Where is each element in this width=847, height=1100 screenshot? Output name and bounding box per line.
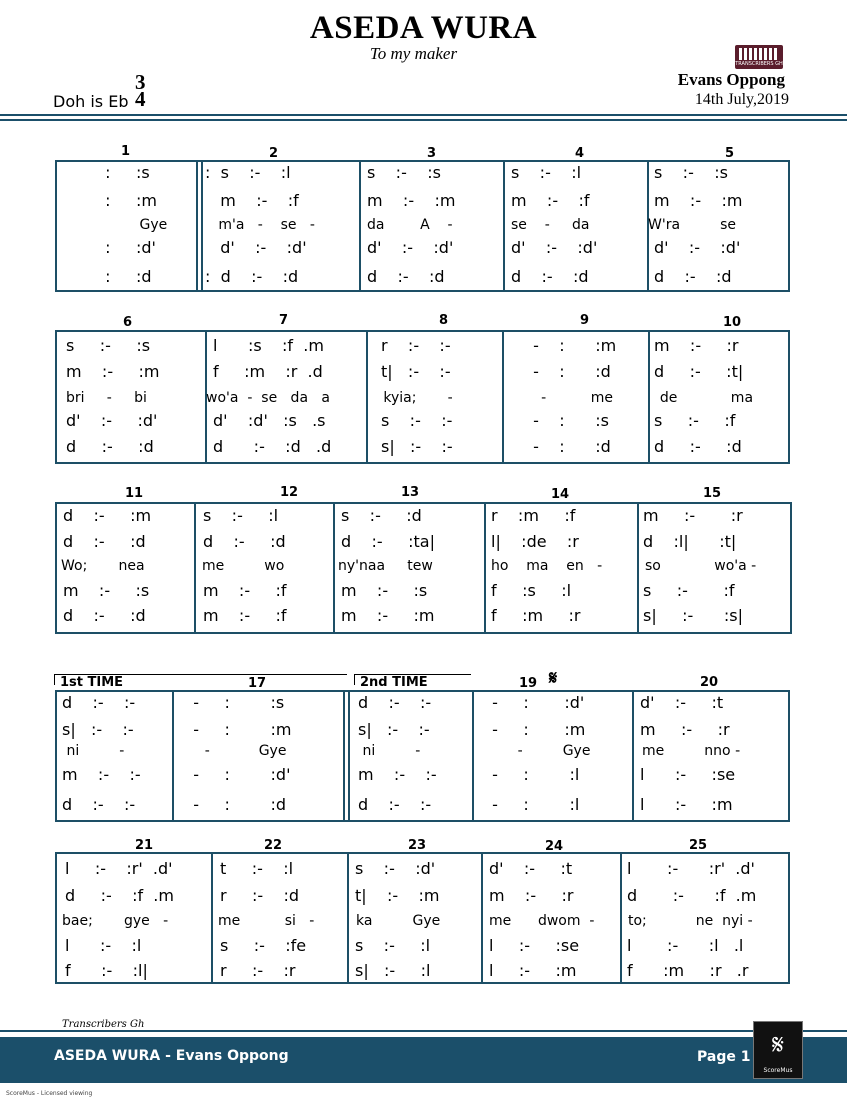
measure-number: 20 — [700, 675, 719, 690]
measure-number: 6 — [123, 315, 133, 330]
solfa-cell: d :- :d — [654, 267, 732, 286]
solfa-cell: s| :- :- — [62, 720, 134, 739]
lyric-cell: me dwom - — [489, 913, 595, 929]
lyric-cell: ny'naa tew — [338, 558, 433, 574]
solfa-cell: d :- :t| — [654, 362, 744, 381]
key-signature: Doh is Eb — [53, 92, 129, 111]
solfa-cell: : :d — [95, 267, 152, 286]
segno-sign: 𝄋 — [549, 667, 558, 689]
barline — [196, 160, 198, 290]
measure-number: 3 — [427, 146, 437, 161]
time-signature — [135, 70, 146, 111]
solfa-cell: f :m :r — [491, 606, 581, 625]
measure-number: 25 — [689, 838, 708, 853]
solfa-cell: - : :l — [482, 765, 580, 784]
solfa-cell: d' :- :d' — [654, 238, 741, 257]
solfa-cell: l :- :r' .d' — [65, 859, 173, 878]
barline — [333, 502, 335, 632]
solfa-cell: d' :- :d' — [367, 238, 454, 257]
barline — [648, 330, 650, 462]
solfa-cell: l :s :f .m — [213, 336, 324, 355]
barline — [359, 160, 361, 290]
page-number: Page 1 — [697, 1049, 751, 1065]
solfa-cell: l :- :m — [489, 961, 577, 980]
solfa-cell: s :- :d — [341, 506, 422, 525]
barline — [503, 160, 505, 290]
solfa-cell: s :- :s — [66, 336, 151, 355]
measure-number: 9 — [580, 313, 590, 328]
solfa-cell: d' :- :d' — [511, 238, 598, 257]
solfa-cell: m :- :m — [341, 606, 435, 625]
time-signature-bottom: 4 — [135, 87, 146, 111]
measure-number: 21 — [135, 838, 154, 853]
barline — [472, 690, 474, 820]
solfa-cell: : :s — [95, 163, 150, 182]
solfa-cell: s| :- :- — [358, 720, 430, 739]
barline — [348, 690, 350, 820]
solfa-cell: f :- :l| — [65, 961, 148, 980]
badge-label: ScoreMus — [763, 1067, 793, 1074]
solfa-cell: f :s :l — [491, 581, 572, 600]
solfa-cell: l :- :r' .d' — [627, 859, 755, 878]
solfa-cell: - : :d — [178, 795, 287, 814]
barline — [194, 502, 196, 632]
solfa-cell: s :- :l — [355, 936, 431, 955]
lyric-cell: kyia; - — [370, 390, 453, 406]
solfa-cell: s| :- :- — [381, 437, 453, 456]
lyric-cell: ho ma en - — [491, 558, 603, 574]
solfa-cell: m :- :f — [203, 606, 287, 625]
solfa-cell: d' :- :d' — [205, 238, 307, 257]
measure-number: 19 — [519, 676, 538, 691]
solfa-cell: s :- :s — [367, 163, 441, 182]
footer-rule — [0, 1030, 847, 1032]
solfa-cell: d :- :d — [63, 532, 146, 551]
solfa-cell: s :- :s — [654, 163, 728, 182]
barline — [366, 330, 368, 462]
solfa-cell: d' :- :d' — [66, 411, 158, 430]
solfa-cell: : s :- :l — [205, 163, 291, 182]
solfa-cell: d' :- :t — [489, 859, 573, 878]
solfa-cell: d :- :f .m — [65, 886, 174, 905]
solfa-cell: f :m :r .d — [213, 362, 323, 381]
solfa-cell: l :- :l .l — [627, 936, 744, 955]
solfa-cell: m :- :f — [203, 581, 287, 600]
lyric-cell: W'ra se — [648, 217, 736, 233]
lyric-cell: me wo — [202, 558, 285, 574]
solfa-cell: d :l| :t| — [643, 532, 737, 551]
solfa-cell: m :- :f — [511, 191, 590, 210]
measure-number: 22 — [264, 838, 283, 853]
solfa-cell: d :- :d — [203, 532, 286, 551]
solfa-cell: d :- :d — [511, 267, 589, 286]
solfa-cell: d :- :- — [62, 693, 136, 712]
measure-number: 13 — [401, 485, 420, 500]
footer-bar — [0, 1037, 847, 1083]
solfa-cell: - : :l — [482, 795, 580, 814]
measure-number: 10 — [723, 315, 742, 330]
solfa-cell: d :- :d — [66, 437, 154, 456]
solfa-cell: m :- :m — [367, 191, 456, 210]
solfa-cell: r :- :r — [220, 961, 296, 980]
lyric-cell: bae; gye - — [62, 913, 169, 929]
solfa-cell: : d :- :d — [205, 267, 299, 286]
solfa-cell: l :- :se — [640, 765, 736, 784]
solfa-cell: m :- :- — [62, 765, 141, 784]
solfa-cell: m :- :r — [489, 886, 574, 905]
piano-keys-icon — [739, 48, 779, 60]
lyric-cell: de ma — [651, 390, 754, 406]
solfa-cell: - : :d' — [482, 693, 585, 712]
solfa-cell: m :- :- — [358, 765, 437, 784]
measure-number: 2 — [269, 146, 279, 161]
solfa-cell: m :- :s — [341, 581, 428, 600]
solfa-cell: s| :- :s| — [643, 606, 743, 625]
lyric-cell: ni - — [62, 743, 125, 759]
solfa-cell: r :m :f — [491, 506, 576, 525]
lyric-cell: Wo; nea — [61, 558, 145, 574]
measure-number: 7 — [279, 313, 289, 328]
measure-number: 4 — [575, 146, 585, 161]
solfa-cell: - : :s — [178, 693, 285, 712]
measure-number: 8 — [439, 313, 449, 328]
barline — [211, 852, 213, 982]
measure-number: 17 — [248, 676, 267, 691]
song-title: ASEDA WURA — [309, 10, 538, 46]
solfa-cell: m :- :s — [63, 581, 150, 600]
solfa-cell: m :- :r — [640, 720, 730, 739]
solfa-cell: m :- :r — [654, 336, 739, 355]
transcribers-logo — [735, 45, 783, 69]
solfa-cell: s| :- :l — [355, 961, 431, 980]
lyric-cell: se - da — [511, 217, 590, 233]
barline — [637, 502, 639, 632]
lyric-cell: bri - bi — [66, 390, 147, 406]
lyric-cell: m'a - se - — [205, 217, 315, 233]
solfa-cell: l| :de :r — [491, 532, 579, 551]
solfa-cell: m :- :r — [643, 506, 743, 525]
solfa-cell: m :- :f — [205, 191, 299, 210]
barline — [632, 690, 634, 820]
solfa-cell: d :- :d .d — [213, 437, 332, 456]
solfa-cell: : :d' — [95, 238, 156, 257]
solfa-cell: m :- :m — [66, 362, 160, 381]
lyric-cell: - me — [510, 390, 613, 406]
lyric-cell: ni - — [358, 743, 421, 759]
solfa-cell: r :- :- — [381, 336, 451, 355]
measure-number: 24 — [545, 839, 564, 854]
solfa-cell: - : :m — [178, 720, 292, 739]
solfa-cell: - : :s — [523, 411, 609, 430]
barline — [343, 690, 345, 820]
composition-date: 14th July,2019 — [694, 91, 789, 108]
song-subtitle: To my maker — [369, 44, 458, 63]
measure-number: 15 — [703, 486, 722, 501]
time-signature-top: 3 — [135, 70, 146, 94]
solfa-cell: : :m — [95, 191, 157, 210]
solfa-cell: s :- :- — [381, 411, 453, 430]
solfa-cell: l :- :m — [640, 795, 733, 814]
solfa-cell: f :m :r .r — [627, 961, 749, 980]
barline — [502, 330, 504, 462]
footer-title: ASEDA WURA - Evans Oppong — [54, 1048, 289, 1064]
barline — [347, 852, 349, 982]
lyric-cell: wo'a - se da a — [206, 390, 330, 406]
scoremus-badge — [753, 1021, 803, 1079]
measure-number: 1 — [121, 144, 131, 159]
lyric-cell: me nno - — [642, 743, 741, 759]
solfa-cell: - : :d — [523, 437, 611, 456]
barline — [620, 852, 622, 982]
logo-label: TRANSCRIBERS GH — [735, 61, 783, 67]
first-time-label: 1st TIME — [60, 675, 124, 690]
lyric-cell: - Gye — [178, 743, 287, 759]
barline — [201, 160, 203, 290]
header-rule — [0, 114, 847, 116]
solfa-cell: d :- :- — [358, 693, 432, 712]
composer-name: Evans Oppong — [677, 70, 785, 89]
solfa-cell: - : :m — [482, 720, 586, 739]
solfa-cell: d :- :- — [358, 795, 432, 814]
segno-logo-icon: 𝄋 — [771, 1028, 785, 1061]
transcriber-signature: Transcribers Gh — [62, 1019, 145, 1030]
solfa-cell: l :- :se — [489, 936, 580, 955]
solfa-cell: d' :d' :s .s — [213, 411, 326, 430]
measure-number: 14 — [551, 487, 570, 502]
solfa-cell: d :- :d — [63, 606, 146, 625]
solfa-cell: d' :- :t — [640, 693, 724, 712]
measure-number: 11 — [125, 486, 144, 501]
solfa-cell: - : :m — [523, 336, 617, 355]
solfa-cell: r :- :d — [220, 886, 300, 905]
solfa-cell: s :- :l — [511, 163, 582, 182]
barline — [481, 852, 483, 982]
solfa-cell: d :- :d — [367, 267, 445, 286]
lyric-cell: Gye — [95, 217, 168, 233]
solfa-cell: - : :d' — [178, 765, 291, 784]
solfa-cell: s :- :d' — [355, 859, 436, 878]
solfa-cell: t| :- :m — [355, 886, 440, 905]
lyric-cell: da A - — [367, 217, 453, 233]
second-time-label: 2nd TIME — [360, 675, 428, 690]
lyric-cell: so wo'a - — [645, 558, 757, 574]
solfa-cell: d :- :f .m — [627, 886, 757, 905]
solfa-cell: l :- :l — [65, 936, 142, 955]
lyric-cell: - Gye — [482, 743, 591, 759]
solfa-cell: s :- :f — [643, 581, 735, 600]
solfa-cell: - : :d — [523, 362, 611, 381]
license-note: ScoreMus - Licensed viewing — [6, 1090, 93, 1097]
solfa-cell: s :- :fe — [220, 936, 307, 955]
solfa-cell: d :- :- — [62, 795, 136, 814]
barline — [172, 690, 174, 820]
measure-number: 23 — [408, 838, 427, 853]
lyric-cell: to; ne nyi - — [628, 913, 753, 929]
solfa-cell: s :- :f — [654, 411, 736, 430]
solfa-cell: t :- :l — [220, 859, 294, 878]
solfa-cell: s :- :l — [203, 506, 279, 525]
solfa-cell: m :- :m — [654, 191, 743, 210]
solfa-cell: d :- :ta| — [341, 532, 435, 551]
measure-number: 12 — [280, 485, 299, 500]
measure-number: 5 — [725, 146, 735, 161]
lyric-cell: me si - — [218, 913, 315, 929]
header-rule-double — [0, 119, 847, 121]
solfa-cell: d :- :d — [654, 437, 742, 456]
solfa-cell: d :- :m — [63, 506, 152, 525]
solfa-cell: t| :- :- — [381, 362, 451, 381]
barline — [484, 502, 486, 632]
lyric-cell: ka Gye — [356, 913, 441, 929]
